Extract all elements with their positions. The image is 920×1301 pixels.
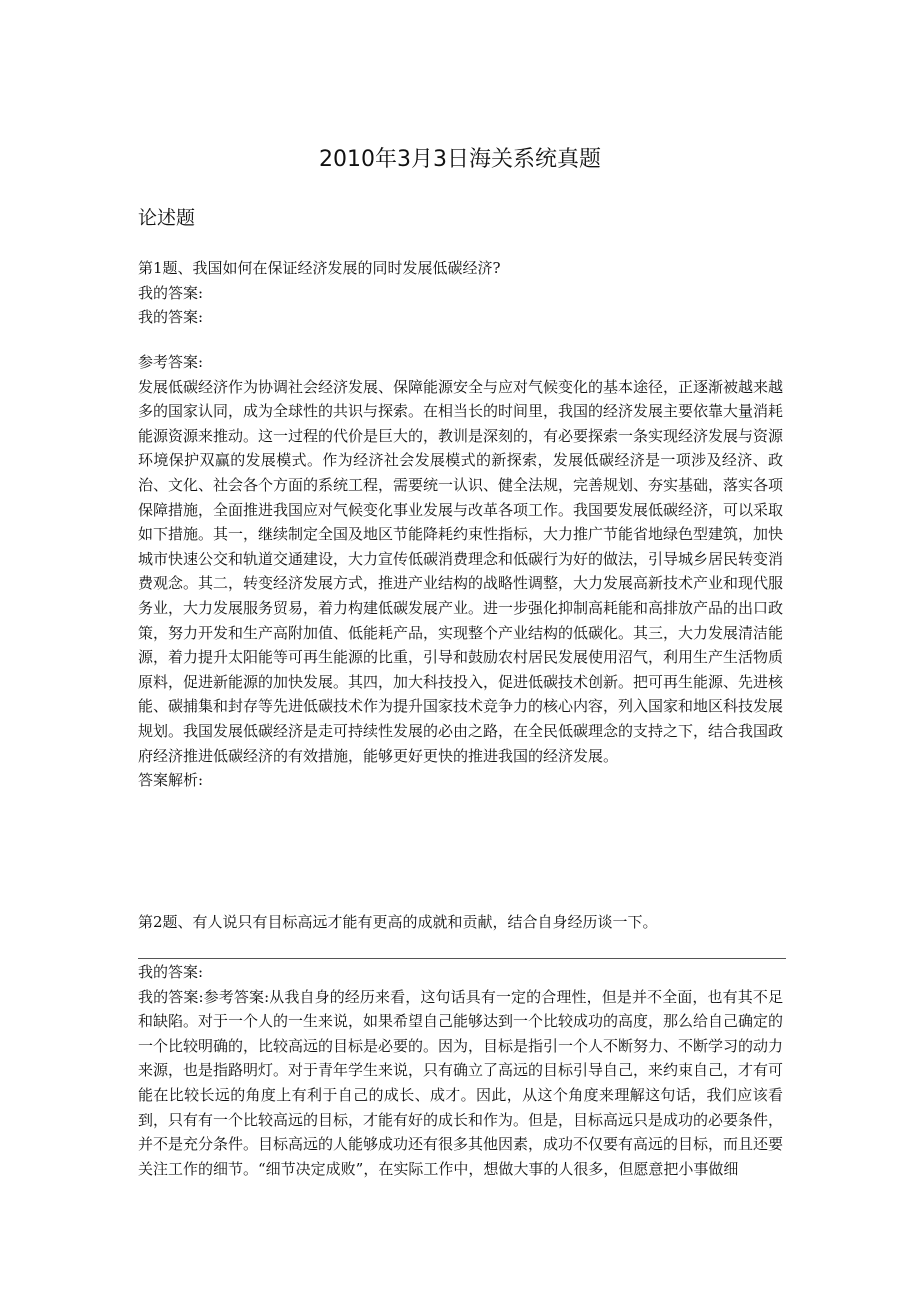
- question-2-my-answer-label: 我的答案:: [138, 963, 204, 981]
- question-2-answer-text: 我的答案:参考答案:从我自身的经历来看，这句话具有一定的合理性，但是并不全面，也有其不足和缺陷。对于一个人的一生来说，如果希望自己能够达到一个比较成功的高度，那么给自己确定的一个比较明确的，比较高远的目标是必要的。因为，目标是指引一个人不断努力、不断学习的动力来源，也是指路明灯。对于青年学生来说，只有确立了高远的目标引导自己，来约束自己，才有可能在比较长远的角度上有利于自己的成长、成才。因此，从这个角度来理解这句话，我们应该看到，只有有一个比较高远的目标，才能有好的成长和作为。但是，目标高远只是成功的必要条件，并不是充分条件。目标高远的人能够成功还有很多其他因素，成功不仅要有高远的目标，而且还要关注工作的细节。“细节决定成败”，在实际工作中，想做大事的人很多，但愿意把小事做细: [138, 987, 784, 1178]
- section-divider: [138, 958, 786, 959]
- question-2-answer-block: [138, 960, 783, 1181]
- question-1-my-answer-label-repeat: 我的答案:: [138, 308, 204, 327]
- question-1-analysis-label: 答案解析:: [138, 771, 204, 790]
- question-1-my-answer-label: 我的答案:: [138, 283, 204, 302]
- question-1-reference-text: 发展低碳经济作为协调社会经济发展、保障能源安全与应对气候变化的基本途径，正逐渐被越来越多的国家认同，成为全球性的共识与探索。在相当长的时间里，我国的经济发展主要依靠大量消耗能源资源来推动。这一过程的代价是巨大的，教训是深刻的，有必要探索一条实现经济发展与资源环境保护双赢的发展模式。作为经济社会发展模式的新探索，发展低碳经济是一项涉及经济、政治、文化、社会各个方面的系统工程，需要统一认识、健全法规，完善规划、夯实基础，落实各项保障措施，全面推进我国应对气候变化事业发展与改革各项工作。我国要发展低碳经济，可以采取如下措施。其一，继续制定全国及地区节能降耗约束性指标，大力推广节能省地绿色型建筑，加快城市快速公交和轨道交通建设，大力宣传低碳消费理念和低碳行为好的做法，引导城乡居民转变消费观念。其二，转变经济发展方式，推进产业结构的战略性调整，大力发展高新技术产业和现代服务业，大力发展服务贸易，着力构建低碳发展产业。进一步强化抑制高耗能和高排放产品的出口政策，努力开发和生产高附加值、低能耗产品，实现整个产业结构的低碳化。其三，大力发展清洁能源，着力提升太阳能等可再生能源的比重，引导和鼓励农村居民发展使用沼气，利用生产生活物质原料，促进新能源的加快发展。其四，加大科技投入，促进低碳技术创新。把可再生能源、先进核能、碳捕集和封存等先进低碳技术作为提升国家技术竞争力的核心内容，列入国家和地区科技发展规划。我国发展低碳经济是走可持续性发展的必由之路，在全民低碳理念的支持之下，结合我国政府经济推进低碳经济的有效措施，能够更好更快的推进我国的经济发展。: [138, 377, 784, 765]
- question-1-text: 第1题、我国如何在保证经济发展的同时发展低碳经济?: [138, 259, 501, 277]
- document-title: 2010年3月3日海关系统真题: [319, 147, 601, 172]
- question-1-reference-label: 参考答案:: [138, 353, 204, 371]
- question-1-block: [138, 256, 783, 330]
- question-2-text: 第2题、有人说只有目标高远才能有更高的成就和贡献，结合自身经历谈一下。: [138, 913, 658, 931]
- question-1-reference-block: [138, 350, 783, 793]
- section-heading: 论述题: [138, 207, 196, 229]
- question-2-block: [138, 910, 798, 935]
